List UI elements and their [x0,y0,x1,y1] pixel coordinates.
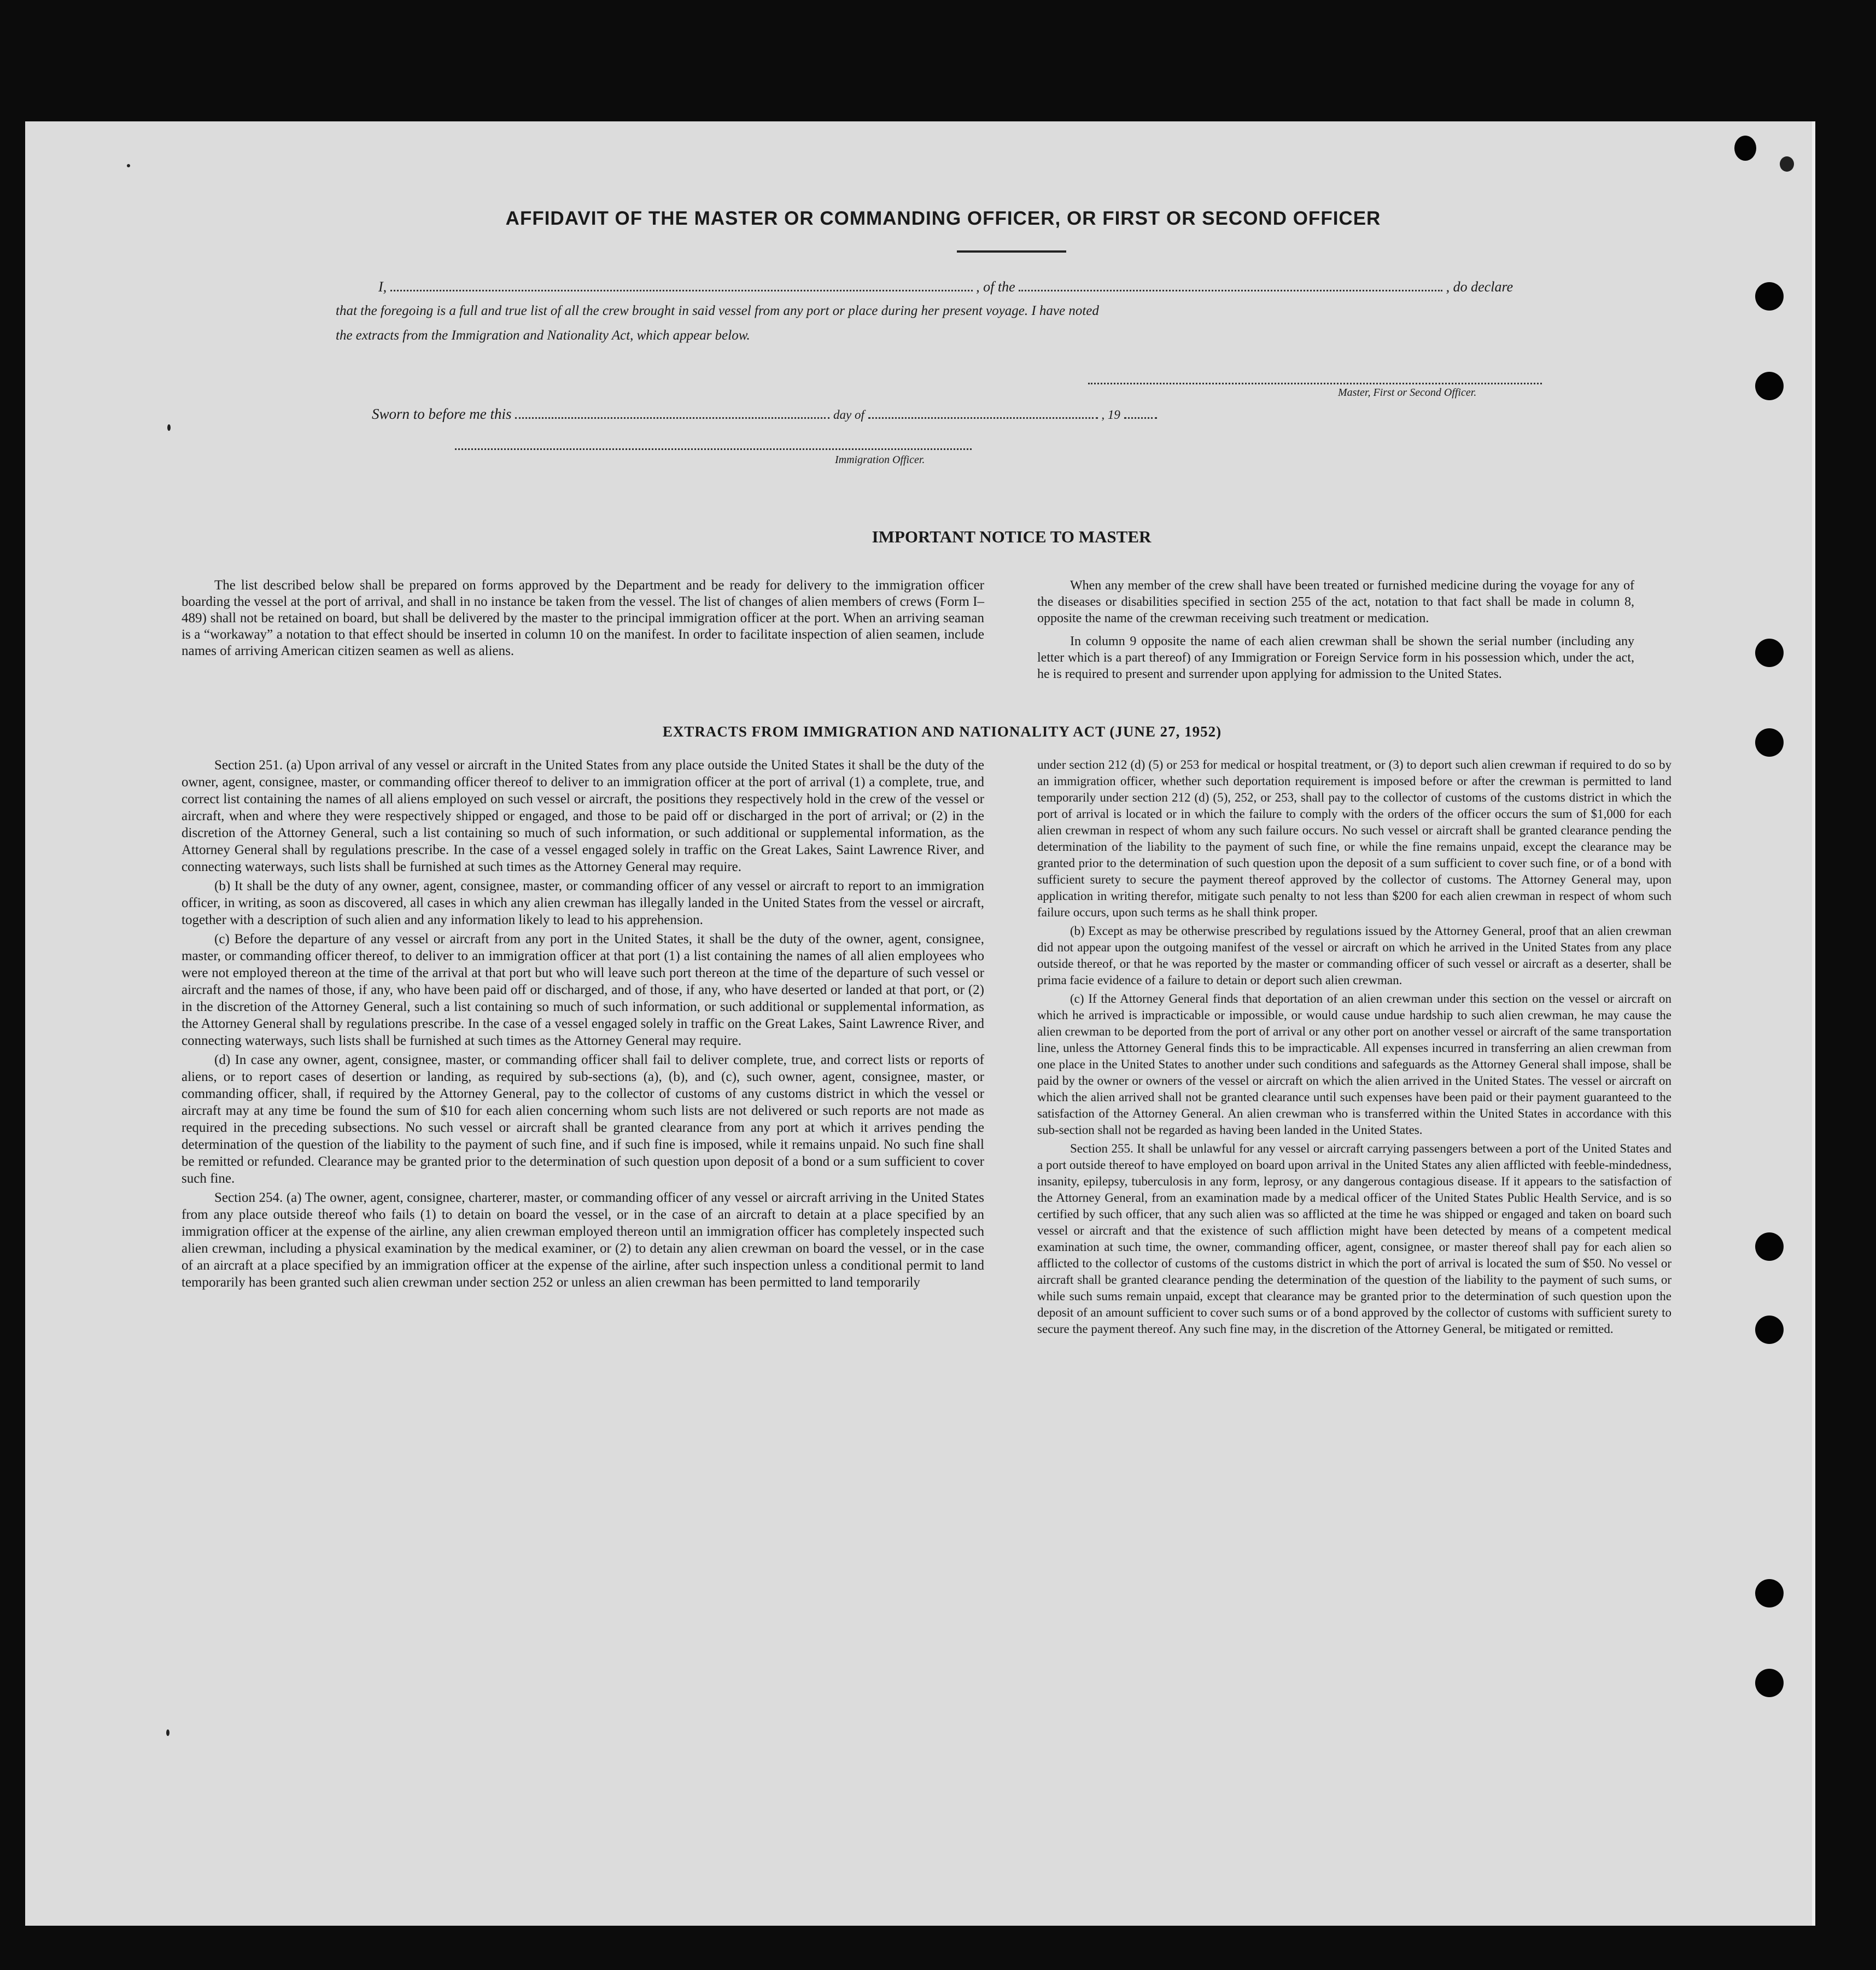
binder-hole [1755,1669,1784,1697]
sworn-month-field[interactable] [868,412,1098,419]
ink-speck [166,1729,170,1736]
binder-hole [1755,372,1784,400]
officer-caption: Immigration Officer. [835,454,925,466]
statute-paragraph: Section 254. (a) The owner, agent, consignee, charterer, master, or commanding officer of any vessel or aircraft arriving in the United States from any place outside thereof who fails (1) to detain on board the vessel, or in the case of an aircraft to detain at a place specified by an immigration officer at the expense of the airline, any alien crewman employed thereon until an immigration officer has completely inspected such alien crewman, including a physical examination by the medical examiner, or (2) to detain any alien crewman on board the vessel, or in the case of an aircraft at a place specified by an immigration officer at the expense of the airline, after such inspection unless a conditional permit to land temporarily has been granted such alien crewman under section 252 or unless an alien crewman has been permitted to land temporarily [182,1190,984,1290]
vessel-name-field[interactable] [1019,284,1442,291]
of-the-label: , of the [976,279,1015,295]
notice-paragraph: In column 9 opposite the name of each alien crewman shall be shown the serial number (including any letter which is a part thereof) of any Immigration or Foreign Service form in his possession which, under the act, he is required to present and surrender upon applying for admission to the United States. [1037,634,1634,681]
title-divider [957,250,1066,253]
master-signature-field[interactable] [1088,377,1542,384]
declaration-text-2: that the foregoing is a full and true list of all the crew brought in said vessel from any port or place during her present voyage. I have noted [336,303,1099,318]
ink-speck [167,424,171,431]
sworn-day-field[interactable] [515,412,829,419]
notice-paragraph: The list described below shall be prepared on forms approved by the Department and be ready for delivery to the immigration officer boarding the vessel at the port of arrival, and shall in no instance be taken from the vessel. The list of changes of alien members of crews (Form I–489) shall not be retained on board, but shall be delivered by the master to the principal immigration officer at the port. When an arriving seaman is a “workaway” a notation to that effect should be inserted in column 10 on the manifest. In order to facilitate inspection of alien seamen, include names of arriving American citizen seamen as well as aliens. [182,578,984,658]
statute-paragraph: Section 255. It shall be unlawful for any vessel or aircraft carrying passengers between a port of the United States and a port outside thereof to have employed on board upon arrival in the United States any alien afflicted with feeble-mindedness, insanity, epilepsy, tuberculosis in any form, leprosy, or any dangerous contagious disease. If it appears to the satisfaction of the Attorney General, from an examination made by a medical officer of the United States Public Health Service, and is so certified by such officer, that any such alien was so afflicted at the time he was shipped or engaged and taken on board such vessel or aircraft and that the existence of such affliction might have been detected by means of a competent medical examination at such time, the owner, commanding officer, agent, consignee, or master thereof shall pay for each alien so afflicted to the collector of customs of the customs district in which the port of arrival is located the sum of $50. No vessel or aircraft shall be granted clearance pending the determination of the question of the liability to the payment of such sums, or while such sums remain unpaid, except that clearance may be granted prior to the determination of such question upon the deposit of an amount sufficient to cover such sums or of a bond approved by the collector of customs with sufficient surety to secure the payment thereof. Any such fine may, in the discretion of the Attorney General, be mitigated or remitted. [1037,1142,1672,1336]
statute-paragraph: (c) Before the departure of any vessel or aircraft from any port in the United States, it shall be the duty of the owner, agent, consignee, master, or commanding officer thereof, to deliver to an immigration officer at that port (1) a list containing the names of all alien employees who were not employed thereon at the time of the arrival at that port but who will leave such port thereon at the time of the departure of such vessel or aircraft and the names of those, if any, who have been paid off or discharged, and of those, if any, who have deserted or landed at that port, or (2) in the discretion of the Attorney General, such a list containing so much of such information, or such additional or supplemental information, as the Attorney General shall by regulations prescribe. In the case of a vessel engaged solely in traffic on the Great Lakes, Saint Lawrence River, and connecting waterways, such lists shall be furnished at such times as the Attorney General may require. [182,932,984,1048]
sworn-label: Sworn to before me this [372,406,512,422]
do-declare-label: , do declare [1446,279,1513,295]
officer-signature-field[interactable] [455,443,972,450]
statute-paragraph: under section 212 (d) (5) or 253 for medical or hospital treatment, or (3) to deport such alien crewman if required to do so by an immigration officer, whether such deportation requirement is imposed before or after the crewman is permitted to land temporarily under section 212 (d) (5), 252, or 253, shall pay to the collector of customs of the customs district in which the port of arrival is located or in which the failure to comply with the orders of the officer occurs the sum of $1,000 for each alien crewman in respect of whom any such failure occurs. No such vessel or aircraft shall be granted clearance pending the determination of the liability to the payment of such fine, or while the fine remains unpaid, except the clearance may be granted prior to the determination of such question upon the deposit of a sum sufficient to cover such fine, or of a bond with sufficient surety to secure the payment thereof approved by the collector of customs. The Attorney General may, upon application in writing therefor, mitigate such penalty to not less than $200 for each alien crewman in respect of whom such failure occurs, upon such terms as he shall think proper. [1037,758,1672,919]
extracts-heading: EXTRACTS FROM IMMIGRATION AND NATIONALITY ACT (JUNE 27, 1952) [662,723,1222,740]
notice-right-column [1037,577,1634,685]
declarant-prefix: I, [378,279,387,295]
declarant-name-field[interactable] [390,284,973,291]
affidavit-title: AFFIDAVIT OF THE MASTER OR COMMANDING OFFICER, OR FIRST OR SECOND OFFICER [505,208,1381,229]
binder-hole [1755,1316,1784,1344]
extracts-left-column [182,757,984,1293]
notice-paragraph: When any member of the crew shall have been treated or furnished medicine during the voyage for any of the diseases or disabilities specified in section 255 of the act, notation to that fact shall be made in column 8, opposite the name of the crewman receiving such treatment or medication. [1037,578,1634,626]
binder-hole [1734,136,1756,161]
ink-speck [127,164,130,167]
declaration-text-3: the extracts from the Immigration and Nationality Act, which appear below. [336,328,750,343]
sworn-line [372,406,1157,423]
ink-speck [1780,156,1794,172]
year-label: , 19 [1101,408,1120,422]
binder-hole [1755,282,1784,311]
notice-left-column [182,577,984,662]
extracts-right-column [1037,757,1672,1340]
binder-hole [1755,1232,1784,1261]
master-caption: Master, First or Second Officer. [1338,387,1477,399]
sworn-year-field[interactable] [1124,412,1157,419]
binder-hole [1755,1579,1784,1607]
statute-paragraph: (b) It shall be the duty of any owner, agent, consignee, master, or commanding officer of any vessel or aircraft to report to an immigration officer, in writing, as soon as discovered, all cases in which any alien crewman has illegally landed in the United States from the vessel or aircraft, together with a description of such alien and any information likely to lead to his apprehension. [182,879,984,927]
statute-paragraph: (d) In case any owner, agent, consignee, master, or commanding officer shall fail to deliver complete, true, and correct lists or reports of aliens, or to report cases of desertion or landing, as required by sub-sections (a), (b), and (c), such owner, agent, consignee, master, or commanding officer, shall, if required by the Attorney General, pay to the collector of customs of any customs district in which the vessel or aircraft may at any time be found the sum of $10 for each alien concerning whom such lists are not delivered or such reports are not made as required in the preceding subsections. No such vessel or aircraft shall be granted clearance from any port at which it arrives pending the determination of the question of the liability to the payment of such fine, and if such fine is imposed, while it remains unpaid. No such fine shall be remitted or refunded. Clearance may be granted prior to the determination of such question upon deposit of a bond or a sum sufficient to cover such fine. [182,1053,984,1186]
binder-hole [1755,728,1784,757]
statute-paragraph: Section 251. (a) Upon arrival of any vessel or aircraft in the United States from any place outside the United States it shall be the duty of the owner, agent, consignee, master, or commanding officer thereof to deliver to an immigration officer at the port of arrival (1) a complete, true, and correct list containing the names of all aliens employed on such vessel or aircraft, the positions they respectively hold in the crew of the vessel or aircraft, when and where they were respectively shipped or engaged, and those to be paid off or discharged in the port of arrival; or (2) in the discretion of the Attorney General, such a list containing so much of such information, or such additional or supplemental information, as the Attorney General shall by regulations prescribe. In the case of a vessel engaged solely in traffic on the Great Lakes, Saint Lawrence River, and connecting waterways, such lists shall be furnished at such times as the Attorney General may require. [182,758,984,874]
declaration-line [378,279,1513,295]
statute-paragraph: (b) Except as may be otherwise prescribed by regulations issued by the Attorney General, proof that an alien crewman did not appear upon the outgoing manifest of the vessel or aircraft on which he arrived in the United States from any place outside thereof, or that he was reported by the master or commanding officer of such vessel or aircraft as a deserter, shall be prima facie evidence of a failure to detain or deport such alien crewman. [1037,924,1672,987]
binder-hole [1755,639,1784,667]
day-of-label: day of [833,408,864,422]
notice-heading: IMPORTANT NOTICE TO MASTER [872,527,1152,546]
statute-paragraph: (c) If the Attorney General finds that deportation of an alien crewman under this section on the vessel or aircraft on which he arrived is impracticable or impossible, or would cause undue hardship to such alien crewman, he may cause the alien crewman to be deported from the port of arrival or any other port on another vessel or aircraft of the same transportation line, unless the Attorney General finds this to be impracticable. All expenses incurred in transferring an alien crewman from one place in the United States to another under such conditions and safeguards as the Attorney General shall impose, shall be paid by the owner or owners of the vessel or aircraft on which the alien arrived in the United States. The vessel or aircraft on which the alien arrived shall not be granted clearance until such expenses have been paid or their payment guaranteed to the satisfaction of the Attorney General. An alien crewman who is transferred within the United States in accordance with this sub-section shall not be regarded as having been landed in the United States. [1037,992,1672,1137]
